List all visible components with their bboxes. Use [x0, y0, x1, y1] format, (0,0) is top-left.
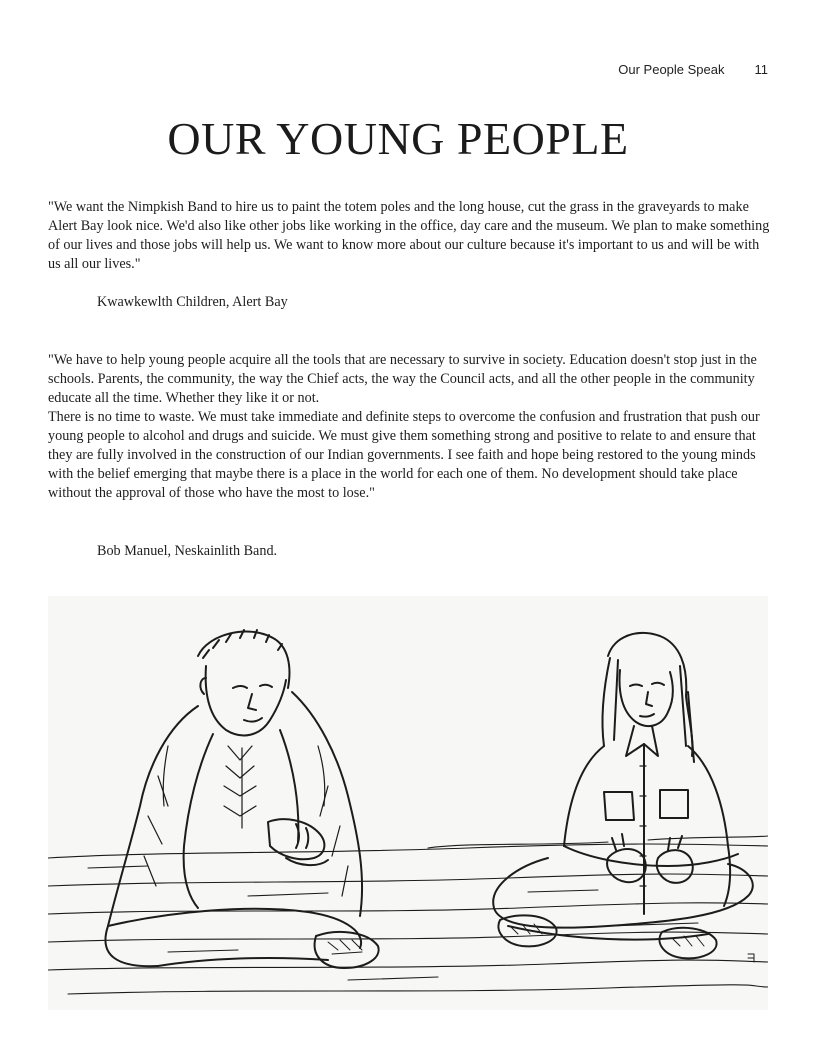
- quote-2-paragraph-2: There is no time to waste. We must take immediate and definite steps to overcome the confusion and frustration that push our young people to alcohol and drugs and suicide. We must give them something strong and positive to relate to and ensure that they are fully involved in the construction of our Indian governments. I see faith and hope being restored to the young minds with the belief emerging that maybe there is a place in the world for each one of them. No development should take place without the approval of those who have the most to lose.": [48, 409, 760, 501]
- quote-2-paragraph-1: "We have to help young people acquire all the tools that are necessary to survive in society. Education doesn't stop just in the schools. Parents, the community, the way the Chief acts, the way the Council acts, and all the other people in the community educate all the time. Whether they like it or not.: [48, 352, 757, 406]
- youth-figure: [493, 633, 754, 962]
- quote-block-1: [48, 198, 770, 274]
- quote-1-attribution: Kwawkewlth Children, Alert Bay: [97, 294, 288, 310]
- running-title: Our People Speak: [618, 62, 725, 77]
- quote-block-2: [48, 351, 770, 503]
- elder-figure: [105, 630, 378, 968]
- two-seated-figures-drawing: [48, 596, 768, 1010]
- ink-illustration: [48, 596, 768, 1010]
- quote-1-paragraph: "We want the Nimpkish Band to hire us to paint the totem poles and the long house, cut the grass in the graveyards to make Alert Bay look nice. We'd also like other jobs like working in the office, day care and the museum. We plan to make something of our lives and those jobs will help us. We want to know more about our culture because it's important to us and will be with us all our lives.": [48, 199, 770, 272]
- running-header: [618, 62, 768, 77]
- quote-2-attribution: Bob Manuel, Neskainlith Band.: [97, 543, 278, 559]
- floor-planks: [48, 836, 768, 994]
- page-title: OUR YOUNG PEOPLE: [167, 113, 629, 164]
- page-number: 11: [754, 62, 768, 77]
